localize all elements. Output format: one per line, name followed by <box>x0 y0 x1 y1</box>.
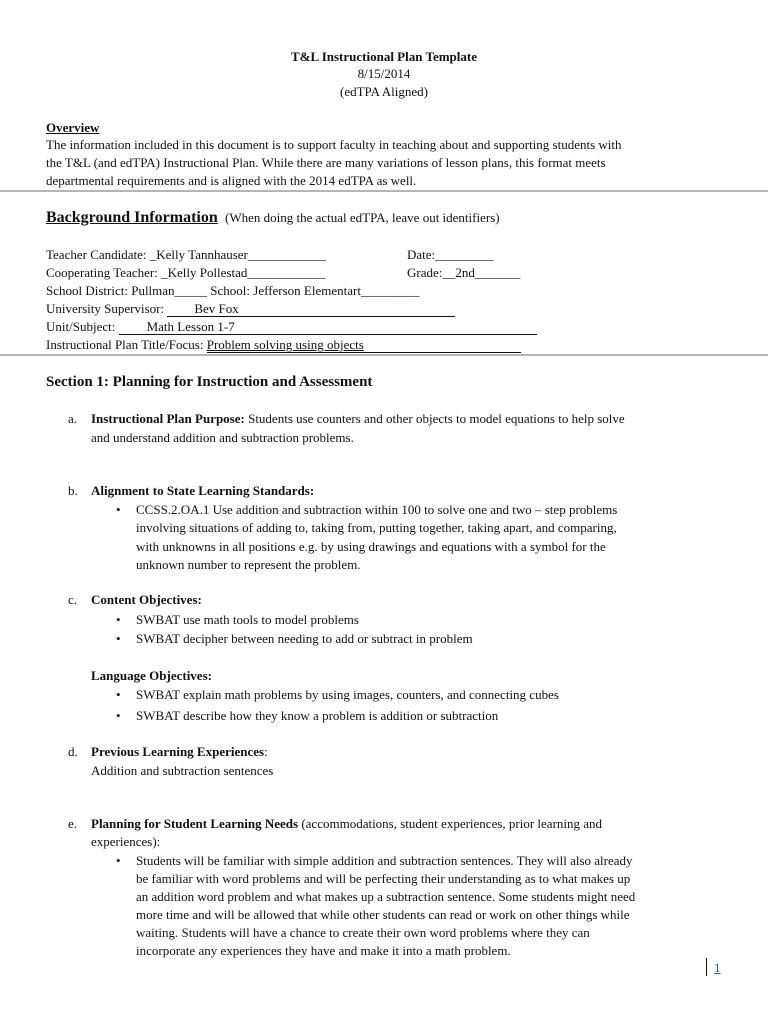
unit-subject-label: Unit/Subject: <box>46 319 116 334</box>
item-e-heading <box>91 815 602 833</box>
grade-field: Grade:__2nd_______ <box>407 265 521 280</box>
item-b-bullet-line-3: with unknowns in all positions e.g. by using drawings and equations with a symbol for the <box>136 539 606 554</box>
item-e-bullet-line-4: more time and will be allowed that while other students can read or work on other things while <box>136 907 630 922</box>
bullet-icon: • <box>116 853 121 868</box>
section-divider <box>0 354 768 356</box>
page-number-link[interactable]: 1 <box>714 960 721 975</box>
university-supervisor-label: University Supervisor: <box>46 301 165 316</box>
item-e-bullet-line-5: waiting. Students will have a chance to create their own word problems where they can <box>136 925 590 940</box>
document-title: T&L Instructional Plan Template <box>291 49 477 64</box>
item-d-marker: d. <box>68 744 78 759</box>
item-e-bullet-line-2: be familiar with word problems and will be perfecting their understanding as to what makes up <box>136 871 631 886</box>
item-a-text-2: and understand addition and subtraction problems. <box>91 430 354 445</box>
item-d-colon: : <box>264 744 268 759</box>
item-e-note-1: (accommodations, student experiences, prior learning and <box>301 816 603 831</box>
item-b-label: Alignment to State Learning Standards: <box>91 483 315 498</box>
bullet-icon: • <box>116 612 121 627</box>
content-objective-2: SWBAT decipher between needing to add or subtract in problem <box>136 631 473 646</box>
item-e-marker: e. <box>68 816 78 831</box>
plan-title-field <box>46 336 521 354</box>
plan-title-label: Instructional Plan Title/Focus: <box>46 337 204 352</box>
bullet-icon: • <box>116 687 121 702</box>
overview-line-2: the T&L (and edTPA) Instructional Plan. While there are many variations of lesson plans, this format meets <box>46 155 606 170</box>
item-c-label: Content Objectives: <box>91 592 202 607</box>
language-objective-1: SWBAT explain math problems by using images, counters, and connecting cubes <box>136 687 559 702</box>
section-1-heading: Section 1: Planning for Instruction and Assessment <box>46 374 373 390</box>
item-d-heading <box>91 743 268 761</box>
document-subtitle: (edTPA Aligned) <box>340 84 428 99</box>
cooperating-teacher-field: Cooperating Teacher: _Kelly Pollestad____________ <box>46 265 326 280</box>
item-b-bullet-line-1: CCSS.2.OA.1 Use addition and subtraction within 100 to solve one and two – step problems <box>136 502 618 517</box>
teacher-candidate-field: Teacher Candidate: _Kelly Tannhauser____________ <box>46 247 326 262</box>
university-supervisor-value: Bev Fox <box>167 301 455 317</box>
item-a-marker: a. <box>68 411 78 426</box>
document-date: 8/15/2014 <box>357 66 411 81</box>
overview-heading: Overview <box>46 120 100 135</box>
item-e-bullet-line-3: an addition word problem and what makes up a subtraction sentence. Some students might need <box>136 889 636 904</box>
language-objectives-label: Language Objectives: <box>91 668 212 683</box>
unit-subject-value: Math Lesson 1-7 <box>119 319 537 335</box>
item-e-note-2: experiences): <box>91 834 161 849</box>
item-a-label: Instructional Plan Purpose: <box>91 411 245 426</box>
school-district-field: School District: Pullman_____ School: Jefferson Elementart_________ <box>46 283 420 298</box>
page-number-separator <box>706 958 707 976</box>
background-note: (When doing the actual edTPA, leave out identifiers) <box>224 210 500 225</box>
bullet-icon: • <box>116 708 121 723</box>
bullet-icon: • <box>116 631 121 646</box>
overview-line-3: departmental requirements and is aligned with the 2014 edTPA as well. <box>46 173 417 188</box>
item-d-text: Addition and subtraction sentences <box>91 763 274 778</box>
date-field: Date:_________ <box>407 247 494 262</box>
plan-title-value: Problem solving using objects <box>207 337 521 353</box>
item-b-bullet-line-2: involving situations of adding to, taking from, putting together, taking apart, and comparing, <box>136 520 617 535</box>
language-objective-2: SWBAT describe how they know a problem is addition or subtraction <box>136 708 499 723</box>
item-b-marker: b. <box>68 483 78 498</box>
item-c-marker: c. <box>68 592 78 607</box>
item-d-label: Previous Learning Experiences <box>91 744 265 759</box>
background-heading-row <box>46 207 500 229</box>
university-supervisor-field <box>46 300 455 318</box>
overview-line-1: The information included in this document is to support faculty in teaching about and supporting students with <box>46 137 622 152</box>
item-e-bullet-line-6: incorporate any experiences they have and make it into a math problem. <box>136 943 511 958</box>
item-e-bullet-line-1: Students will be familiar with simple addition and subtraction sentences. They will also already <box>136 853 633 868</box>
background-heading: Background Information <box>46 209 218 226</box>
bullet-icon: • <box>116 502 121 517</box>
item-a-text-1: Students use counters and other objects to model equations to help solve <box>248 411 625 426</box>
content-objective-1: SWBAT use math tools to model problems <box>136 612 359 627</box>
section-divider <box>0 190 768 192</box>
item-e-label: Planning for Student Learning Needs <box>91 816 299 831</box>
unit-subject-field <box>46 318 537 336</box>
item-a-line-1 <box>91 410 625 428</box>
item-b-bullet-line-4: unknown number to represent the problem. <box>136 557 361 572</box>
